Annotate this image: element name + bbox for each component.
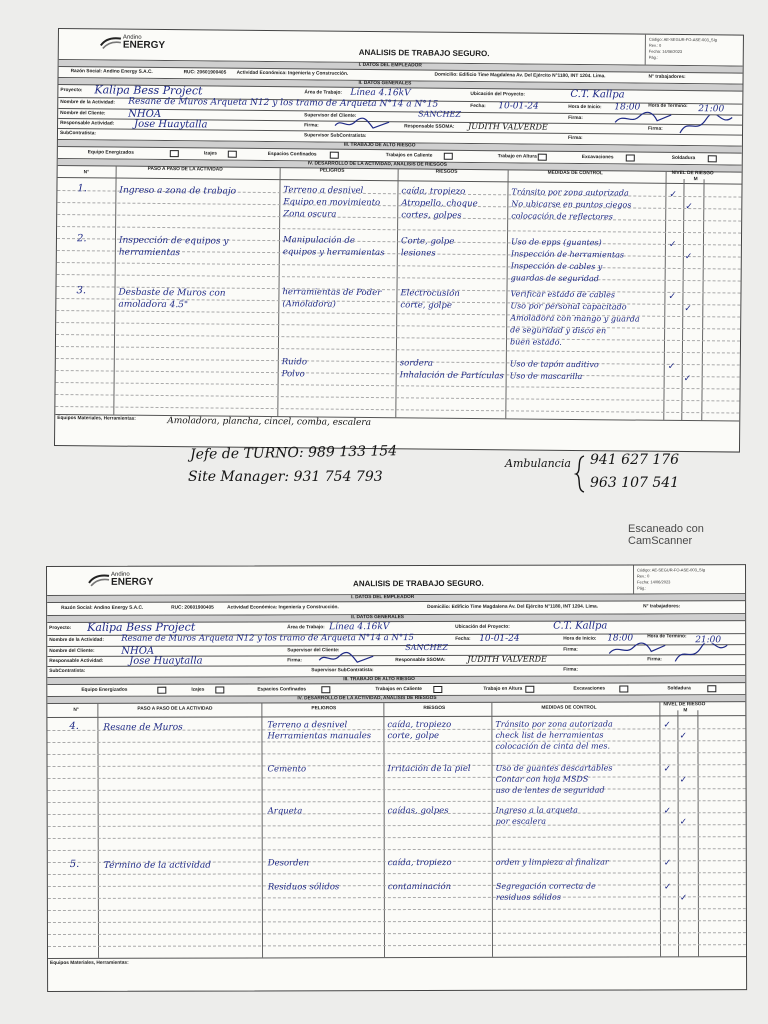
table-grid-line — [48, 920, 746, 923]
checkbox-altura[interactable] — [538, 154, 547, 161]
risk-level-check-icon: ✓ — [679, 817, 688, 828]
andino-energy-logo — [99, 35, 165, 50]
step-number: 2. — [76, 233, 87, 245]
form-code-block: Código: AE-SEGUR-FO-ASE-003_SIg Rev.: 0 Fecha: 14/06/2023 Pág.: — [637, 567, 706, 591]
label-resp-ssoma: Responsable SSOMA: — [404, 124, 455, 130]
table-grid-line — [48, 836, 746, 839]
step-number: 4. — [69, 720, 79, 732]
medida-control-item: colocación de reflectores — [511, 211, 613, 222]
risk-level-check-icon: ✓ — [679, 893, 688, 904]
label-firma-ssoma: Firma: — [648, 126, 663, 132]
label-ubicacion: Ubicación del Proyecto: — [470, 91, 526, 98]
medida-control-item: check list de herramientas — [495, 730, 604, 740]
table-grid-line — [48, 776, 746, 779]
riesgo-item: Electrocusión — [400, 288, 460, 299]
medida-control-item: orden y limpieza al finalizar — [495, 857, 609, 867]
label-firma-sub: Firma: — [563, 667, 578, 673]
energy-logo-icon — [99, 36, 123, 50]
label-proyecto: Proyecto: — [60, 88, 83, 94]
equipos-value: Amoladora, plancha, cincel, comba, escalera — [167, 416, 372, 429]
label-cliente: Nombre del Cliente: — [49, 648, 95, 654]
label-hora-termino: Hora de Termino: — [647, 634, 687, 640]
medida-control-item: Contar con hoja MSDS — [495, 774, 589, 784]
col-paso-header: PASO A PASO DE LA ACTIVIDAD — [137, 706, 213, 712]
table-grid-line — [56, 358, 740, 369]
medida-control-item: por escalera — [495, 816, 546, 826]
medida-control-item: Verificar estado de cables — [510, 289, 616, 300]
checkbox-izajes[interactable] — [215, 687, 224, 694]
section-iv-heading: IV. DESARROLLO DE LA ACTIVIDAD, ANALISIS DE RIESGOS — [297, 695, 437, 702]
jefe-turno-note: Jefe de TURNO: 989 133 154 — [189, 443, 398, 463]
label-firma-ssoma: Firma: — [647, 657, 662, 663]
medida-control-item: Tránsito por zona autorizada — [511, 187, 629, 198]
equipos-label: Equipos Materiales, Herramientas: — [57, 416, 136, 422]
riesgo-altura-label: Trabajo en Altura — [483, 686, 523, 692]
riesgo-item: Atropello, choque — [401, 198, 478, 210]
label-firma-supervisor: Firma: — [563, 647, 578, 653]
table-grid-line — [48, 932, 746, 935]
table-grid-line — [56, 370, 740, 382]
ambulancia-label: Ambulancia — [505, 457, 571, 470]
section-iii-heading: III. TRABAJO DE ALTO RIESGO — [343, 142, 416, 149]
table-grid-line — [57, 262, 741, 270]
label-subcontratista: SubContratista: — [49, 668, 86, 674]
table-grid-line — [57, 211, 741, 222]
risk-level-check-icon: ✓ — [667, 361, 676, 372]
riesgo-item: cortes, golpes — [401, 210, 462, 221]
table-grid-line — [56, 346, 740, 354]
riesgo-caliente-label: Trabajos en Caliente — [385, 153, 433, 159]
table-grid-line — [57, 199, 741, 213]
checkbox-excavaciones[interactable] — [619, 685, 628, 692]
peligro-item: Herramientas manuales — [267, 731, 372, 742]
peligro-item: Residuos sólidos — [267, 882, 340, 893]
peligro-item: herramientas de Poder — [282, 287, 382, 299]
col-peligros-header: PELIGROS — [311, 706, 337, 712]
riesgo-item: sordera — [399, 358, 433, 369]
hora-inicio-value: 18:00 — [607, 633, 634, 644]
label-hora-termino: Hora de Termino: — [648, 103, 688, 110]
peligro-item: Zona oscura — [283, 209, 337, 220]
domicilio: Domicilio: Edificio Time Magdalena Av. Del Ejército N°1180, INT 1204. Lima. — [434, 72, 606, 80]
peligro-item: equipos y herramientas — [282, 247, 385, 259]
riesgo-excavaciones-label: Excavaciones — [581, 155, 614, 161]
hora-inicio-value: 18:00 — [614, 102, 641, 113]
nombre-actividad-value: Resane de Muros Arqueta N12 y los tramo de Arqueta N°14 a N°15 — [121, 633, 414, 644]
riesgo-izajes-label: Izajes — [191, 687, 205, 693]
cliente-value: NHOA — [128, 108, 162, 120]
logo-company: Andino — [122, 34, 142, 41]
label-firma-responsable: Firma: — [287, 658, 302, 664]
riesgo-excavaciones-label: Excavaciones — [573, 686, 606, 692]
ambulancia-phone-2: 963 107 541 — [590, 475, 680, 491]
site-manager-note: Site Manager: 931 754 793 — [188, 469, 383, 485]
ats-form-page-1 — [54, 28, 744, 453]
peligro-item: Arqueta — [267, 806, 303, 817]
riesgo-item: caída, tropiezo — [387, 719, 452, 731]
table-grid-line — [56, 334, 740, 342]
razon-social: Razón Social: Andino Energy S.A.C. — [61, 605, 144, 611]
table-grid-line — [48, 872, 746, 875]
camscanner-watermark: Escaneado con CamScanner — [628, 523, 704, 547]
step-number: 3. — [76, 285, 87, 297]
medida-control-item: Amoladora con mango y guarda — [510, 313, 640, 324]
section-ii-heading: II. DATOS GENERALES — [358, 80, 412, 87]
risk-level-check-icon: ✓ — [663, 720, 671, 731]
riesgo-confinados-label: Espacios Confinados — [267, 152, 317, 158]
section-iii-heading: III. TRABAJO DE ALTO RIESGO — [343, 677, 415, 683]
riesgo-soldadura-label: Soldadura — [667, 686, 691, 692]
peligro-item: Manipulación de — [282, 235, 355, 246]
nombre-actividad-value: Resane de Muros Arqueta N12 y los tramo de Arqueta N°14 a N°15 — [128, 96, 439, 110]
risk-level-check-icon: ✓ — [663, 764, 672, 775]
label-supervisor-cliente: Supervisor del Cliente: — [304, 113, 357, 119]
proyecto-value: Kalipa Bess Project — [94, 83, 203, 98]
medida-control-item: de seguridad y disco en — [510, 325, 607, 336]
checkbox-energizados[interactable] — [157, 687, 166, 694]
fecha-value: 10-01-24 — [479, 633, 520, 644]
label-area: Área de Trabajo: — [287, 625, 325, 631]
step-description: Resane de Muros — [103, 722, 183, 733]
col-n-header: N° — [73, 707, 79, 713]
checkbox-altura[interactable] — [525, 686, 534, 693]
risk-level-check-icon: ✓ — [669, 189, 678, 200]
riesgo-altura-label: Trabajo en Altura — [497, 154, 537, 160]
label-proyecto: Proyecto: — [49, 625, 72, 631]
supervisor-cliente-value: SANCHEZ — [405, 642, 448, 653]
checkbox-confinados[interactable] — [330, 152, 339, 159]
area-value: Línea 4.16kV — [329, 622, 390, 633]
peligro-item: Terreno a desnivel — [267, 720, 348, 731]
table-grid-line — [55, 406, 739, 414]
step-description: Ingreso a zona de trabajo — [119, 185, 237, 197]
label-nombre-actividad: Nombre de la Actividad: — [49, 637, 104, 643]
form-code-block: Código: AE-SEGUR-FO-ASE-003_SIg Rev.: 0 Fecha: 14/06/2023 Pág.: — [648, 36, 717, 60]
peligro-item: Cemento — [267, 764, 307, 775]
responsable-value: Jose Huaytalla — [134, 118, 208, 131]
table-grid-line — [55, 394, 739, 402]
ssoma-signature — [671, 643, 731, 665]
riesgo-item: corte, golpe — [387, 730, 440, 742]
label-supervisor-sub: Supervisor SubContratista: — [303, 133, 367, 139]
num-trabajadores: N° trabajadores: — [643, 604, 681, 610]
riesgo-item: caída, tropiezo — [387, 857, 452, 869]
responsable-signature — [333, 116, 393, 133]
activity-table-body — [47, 716, 746, 959]
riesgo-energizados-label: Equipo Energizados — [87, 150, 134, 156]
medida-control-item: Segregación correcta de — [495, 881, 596, 891]
peligro-item: Terreno a desnivel — [283, 185, 364, 196]
medida-control-item: Ingreso a la arqueta — [495, 805, 578, 815]
riesgo-item: caídas, golpes — [387, 805, 449, 817]
responsable-value: Jose Huaytalla — [129, 655, 203, 667]
col-nivel-header: NIVEL DE RIESGO — [671, 170, 714, 177]
checkbox-caliente[interactable] — [433, 686, 442, 693]
supervisor-cliente-value: SANCHEZ — [418, 109, 461, 119]
table-grid-line — [48, 908, 746, 911]
table-grid-line — [57, 274, 741, 282]
medida-control-item: buen estado. — [509, 337, 562, 347]
step-number: 5. — [69, 858, 80, 870]
hora-termino-value: 21:00 — [695, 635, 722, 646]
peligro-item: Desorden — [267, 858, 310, 869]
num-trabajadores: N° trabajadores: — [648, 74, 686, 81]
medida-control-item: No ubicarse en puntos ciegos — [511, 199, 632, 210]
label-cliente: Nombre del Cliente: — [60, 111, 106, 117]
label-firma-sub: Firma: — [567, 135, 583, 142]
label-resp-ssoma: Responsable SSOMA: — [395, 657, 446, 664]
risk-level-check-icon: ✓ — [679, 775, 688, 786]
ruc: RUC: 20601900405 — [183, 70, 227, 76]
medida-control-item: Inspección de herramientas — [510, 249, 625, 260]
hora-termino-value: 21:00 — [698, 104, 725, 115]
riesgo-confinados-label: Espacios Confinados — [257, 687, 307, 693]
medida-control-item: Uso de guantes descartables — [495, 763, 613, 773]
col-peligros-header: PELIGROS — [319, 168, 345, 174]
riesgo-item: Corte, golpe — [400, 236, 455, 247]
peligro-item: Polvo — [281, 369, 305, 380]
resp-ssoma-value: JUDITH VALVERDE — [467, 654, 547, 664]
riesgo-soldadura-label: Soldadura — [671, 155, 696, 162]
section-ii-heading: II. DATOS GENERALES — [351, 615, 405, 621]
medida-control-item: Uso de tapón auditivo — [509, 359, 599, 370]
risk-level-check-icon: ✓ — [683, 374, 692, 385]
section-i-heading: I. DATOS DEL EMPLEADOR — [358, 62, 422, 69]
actividad-economica: Actividad Económica: Ingeniería y Construcción. — [227, 605, 339, 611]
risk-level-check-icon: ✓ — [668, 291, 677, 302]
table-grid-line — [56, 382, 740, 390]
medida-control-item: uso de lentes de seguridad — [495, 785, 605, 795]
checkbox-soldadura[interactable] — [708, 155, 717, 162]
medida-control-item: residuos sólidos — [495, 892, 561, 902]
area-value: Línea 4.16kV — [350, 87, 411, 99]
label-firma-responsable: Firma: — [304, 123, 319, 129]
table-grid-line — [48, 788, 746, 791]
riesgo-energizados-label: Equipo Energizados — [81, 687, 128, 693]
activity-table-body — [55, 178, 741, 422]
riesgo-item: contaminación — [387, 881, 452, 893]
peligro-item: Equipo en movimiento — [283, 197, 381, 209]
risk-level-check-icon: ✓ — [663, 806, 672, 817]
actividad-economica: Actividad Económica: Ingeniería y Construcción. — [236, 70, 349, 77]
label-subcontratista: SubContratista: — [59, 131, 96, 137]
col-n-header: N° — [83, 170, 90, 176]
medida-control-item: colocación de cinta del mes. — [495, 741, 611, 751]
razon-social: Razón Social: Andino Energy S.A.C. — [70, 69, 153, 75]
risk-level-check-icon: ✓ — [685, 202, 693, 213]
step-description: Término de la actividad — [103, 860, 212, 871]
energy-logo-icon — [87, 573, 111, 587]
responsable-signature — [317, 650, 377, 666]
table-grid-line — [57, 226, 741, 234]
cliente-value: NHOA — [121, 645, 155, 657]
logo-brand: ENERGY — [122, 40, 166, 52]
label-hora-inicio: Hora de Inicio: — [563, 636, 597, 642]
step-description: Inspección de equipos y herramientas — [118, 235, 229, 259]
table-grid-line — [48, 944, 746, 947]
medida-control-item: Uso de mascarilla — [509, 371, 583, 382]
label-fecha: Fecha: — [455, 636, 471, 642]
ubicacion-value: C.T. Kallpa — [553, 620, 608, 632]
table-grid-line — [47, 752, 745, 755]
riesgo-izajes-label: Izajes — [203, 151, 217, 157]
checkbox-caliente[interactable] — [444, 153, 453, 160]
col-medidas-header: MEDIDAS DE CONTROL — [541, 705, 597, 711]
medida-control-item: Inspección de cables y — [510, 261, 603, 272]
table-grid-line — [48, 896, 746, 899]
ruc: RUC: 20601900405 — [171, 605, 214, 611]
label-firma-supervisor: Firma: — [568, 115, 583, 122]
riesgo-item: caída, tropiezo — [401, 186, 466, 197]
label-ubicacion: Ubicación del Proyecto: — [455, 624, 510, 630]
resp-ssoma-value: JUDITH VALVERDE — [468, 121, 548, 132]
risk-level-check-icon: ✓ — [684, 304, 692, 315]
medida-control-item: Uso por personal capacitado — [510, 301, 627, 312]
label-supervisor-cliente: Supervisor del Cliente: — [287, 648, 340, 654]
form-title: ANALISIS DE TRABAJO SEGURO. — [353, 578, 484, 589]
checkbox-izajes[interactable] — [228, 151, 237, 158]
label-fecha: Fecha: — [470, 103, 486, 110]
checkbox-excavaciones[interactable] — [626, 154, 635, 161]
medida-control-item: Tránsito por zona autorizada — [495, 719, 613, 729]
col-riesgos-header: RIESGOS — [435, 169, 458, 175]
riesgo-caliente-label: Trabajos en Caliente — [375, 687, 422, 693]
risk-level-check-icon: ✓ — [663, 882, 672, 893]
label-hora-inicio: Hora de Inicio: — [568, 104, 602, 111]
col-riesgos-header: RIESGOS — [423, 705, 446, 712]
table-grid-line — [48, 800, 746, 803]
risk-level-check-icon: ✓ — [684, 252, 693, 263]
step-number: 1. — [77, 183, 88, 195]
ambulancia-phone-1: 941 627 176 — [590, 452, 680, 468]
col-medidas-header: MEDIDAS DE CONTROL — [547, 170, 603, 177]
section-iv-heading: IV. DESARROLLO DE LA ACTIVIDAD, ANALISIS DE RIESGOS — [307, 161, 447, 168]
label-supervisor-sub: Supervisor SubContratista: — [311, 668, 374, 674]
table-grid-line — [48, 848, 746, 851]
proyecto-value: Kalipa Bess Project — [87, 620, 196, 634]
form-title: ANALISIS DE TRABAJO SEGURO. — [358, 47, 490, 59]
medida-control-item: Uso de epps (guantes) — [510, 237, 602, 248]
col-nivel-m-header: M — [693, 177, 698, 183]
label-responsable: Responsable Actividad: — [60, 121, 115, 127]
brace-icon — [572, 454, 588, 494]
checkbox-soldadura[interactable] — [707, 685, 716, 692]
fecha-value: 10-01-24 — [498, 101, 539, 112]
andino-energy-logo-2 — [87, 573, 153, 588]
peligro-item: Ruido — [281, 357, 308, 368]
label-nombre-actividad: Nombre de la Actividad: — [60, 100, 116, 106]
logo-brand: ENERGY — [111, 577, 154, 589]
riesgo-item: Inhalación de Partículas — [399, 370, 504, 382]
domicilio: Domicilio: Edificio Time Magdalena Av. Del Ejército N°1180, INT 1204. Lima. — [427, 604, 599, 611]
risk-level-check-icon: ✓ — [668, 239, 677, 250]
risk-level-check-icon: ✓ — [679, 731, 688, 742]
ats-form-page-2 — [46, 564, 747, 992]
risk-level-check-icon: ✓ — [663, 858, 672, 869]
col-nivel-header: NIVEL DE RIESGO — [663, 702, 706, 708]
checkbox-confinados[interactable] — [321, 686, 330, 693]
section-i-heading: I. DATOS DEL EMPLEADOR — [351, 595, 415, 601]
equipos-label: Equipos Materiales, Herramientas: — [50, 960, 129, 966]
logo-company: Andino — [111, 571, 130, 578]
col-paso-header: PASO A PASO DE LA ACTIVIDAD — [147, 166, 223, 173]
checkbox-energizados[interactable] — [170, 150, 179, 157]
riesgo-item: corte, golpe — [400, 300, 452, 311]
label-area: Área de Trabajo: — [304, 90, 343, 96]
step-description: Desbaste de Muros con amoladora 4.5" — [118, 287, 226, 311]
col-nivel-m-header: M — [683, 708, 688, 714]
medida-control-item: guardas de seguridad — [510, 273, 599, 284]
table-grid-line — [48, 824, 746, 827]
label-responsable: Responsable Actividad: — [49, 658, 104, 664]
riesgo-item: Irritación de la piel — [387, 763, 471, 775]
ubicacion-value: C.T. Kallpa — [570, 88, 625, 101]
riesgo-item: lesiones — [400, 248, 436, 259]
peligro-item: (Amoladora) — [282, 299, 336, 310]
